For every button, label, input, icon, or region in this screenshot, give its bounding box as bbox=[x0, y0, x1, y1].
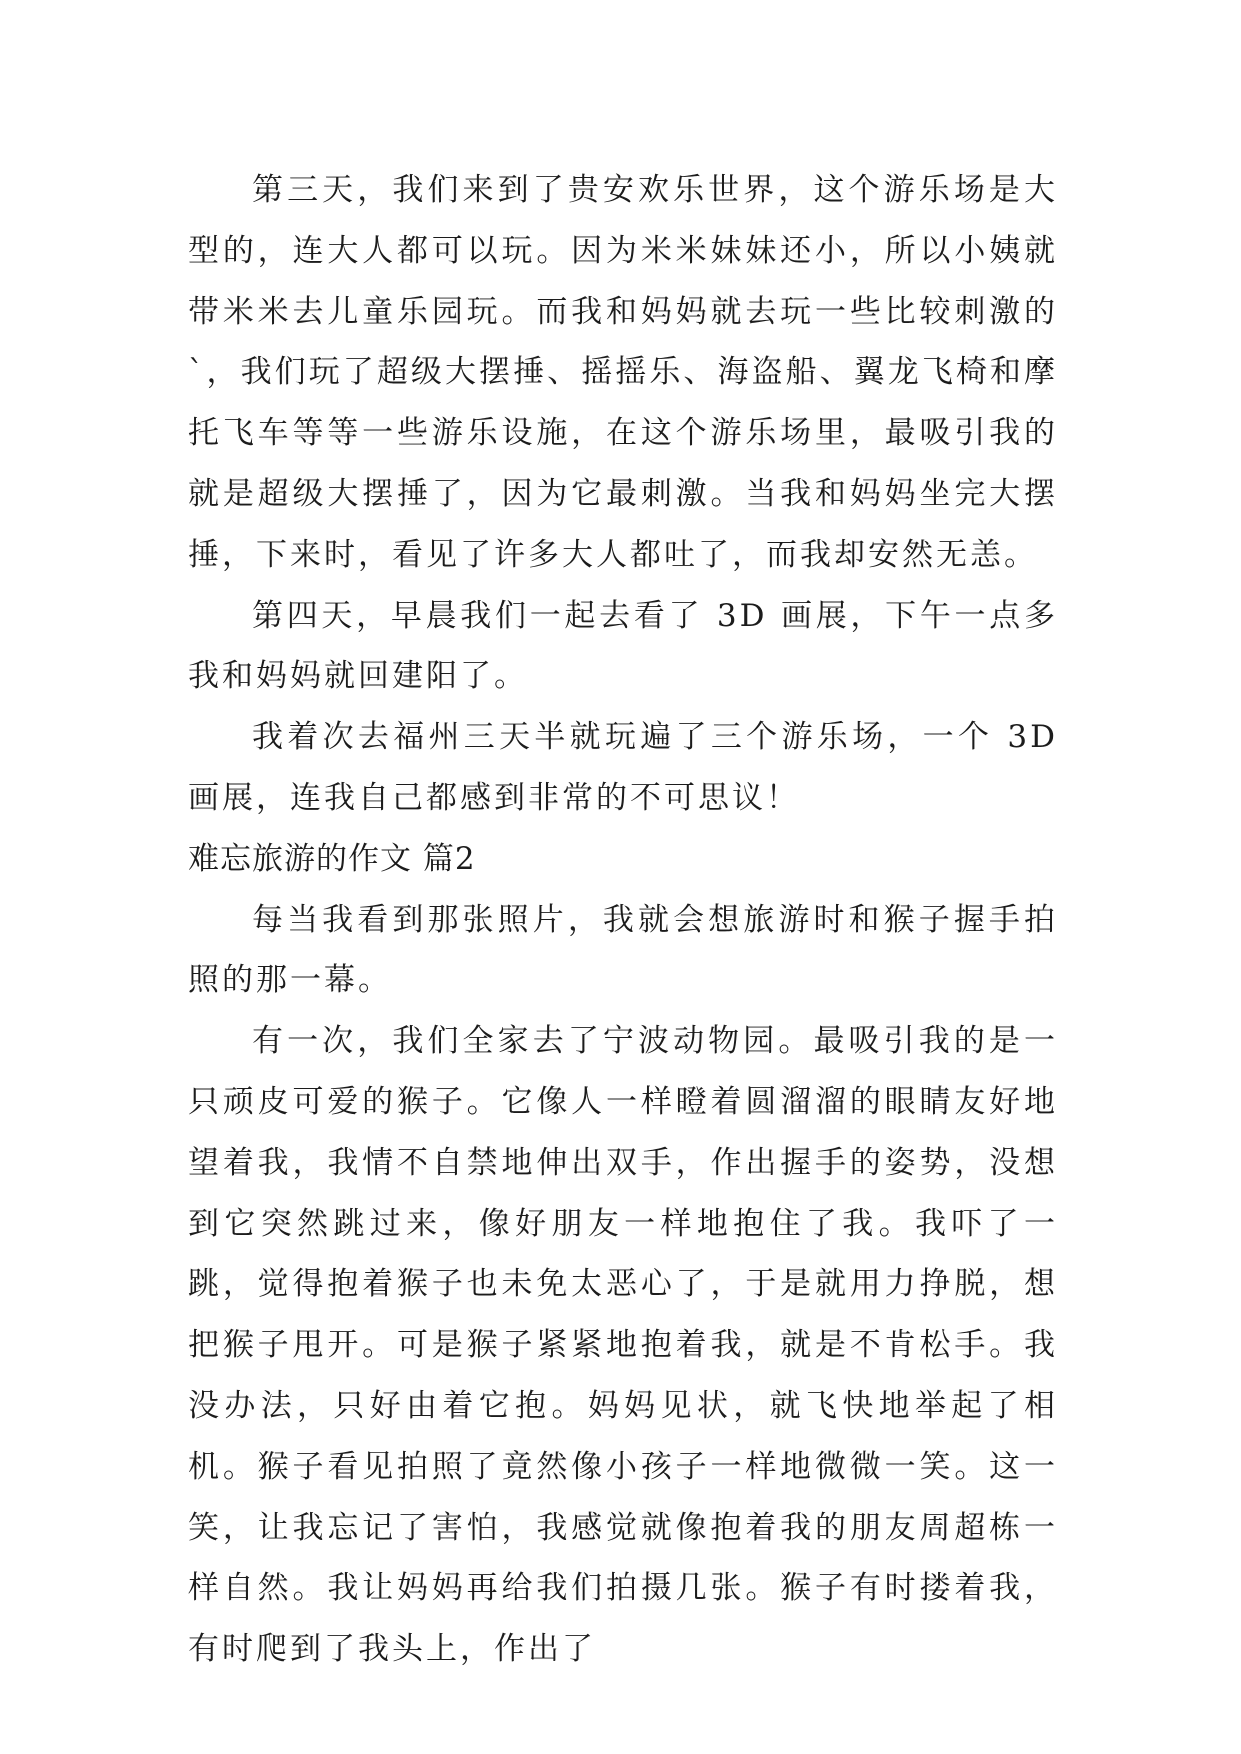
paragraph-photo-memory: 每当我看到那张照片，我就会想旅游时和猴子握手拍照的那一幕。 bbox=[188, 901, 1058, 999]
paragraph-third-day: 第三天，我们来到了贵安欢乐世界，这个游乐场是大型的，连大人都可以玩。因为米米妹妹还小，所以小姨就带米米去儿童乐园玩。而我和妈妈就去玩一些比较刺激的`，我们玩了超级大摆捶、摇摇乐、海盗船、翼龙飞椅和摩托飞车等等一些游乐设施，在这个游乐场里，最吸引我的就是超级大摆捶了，因为它最刺激。当我和妈妈坐完大摆捶，下来时，看见了许多大人都吐了，而我却安然无恙。 bbox=[188, 172, 1058, 573]
paragraph-monkey-story: 有一次，我们全家去了宁波动物园。最吸引我的是一只顽皮可爱的猴子。它像人一样瞪着圆溜溜的眼睛友好地望着我，我情不自禁地伸出双手，作出握手的姿势，没想到它突然跳过来，像好朋友一样地抱住了我。我吓了一跳，觉得抱着猴子也未免太恶心了，于是就用力挣脱，想把猴子甩开。可是猴子紧紧地抱着我，就是不肯松手。我没办法，只好由着它抱。妈妈见状，就飞快地举起了相机。猴子看见拍照了竟然像小孩子一样地微微一笑。这一笑，让我忘记了害怕，我感觉就像抱着我的朋友周超栋一样自然。我让妈妈再给我们拍摄几张。猴子有时搂着我，有时爬到了我头上，作出了 bbox=[188, 1023, 1058, 1668]
paragraph-conclusion: 我着次去福州三天半就玩遍了三个游乐场，一个 3D 画展，连我自己都感到非常的不可思议！ bbox=[188, 719, 1058, 816]
essay-heading: 难忘旅游的作文 篇2 bbox=[188, 840, 476, 877]
paragraph-fourth-day: 第四天，早晨我们一起去看了 3D 画展，下午一点多我和妈妈就回建阳了。 bbox=[188, 597, 1058, 695]
document-body bbox=[188, 160, 1058, 1680]
